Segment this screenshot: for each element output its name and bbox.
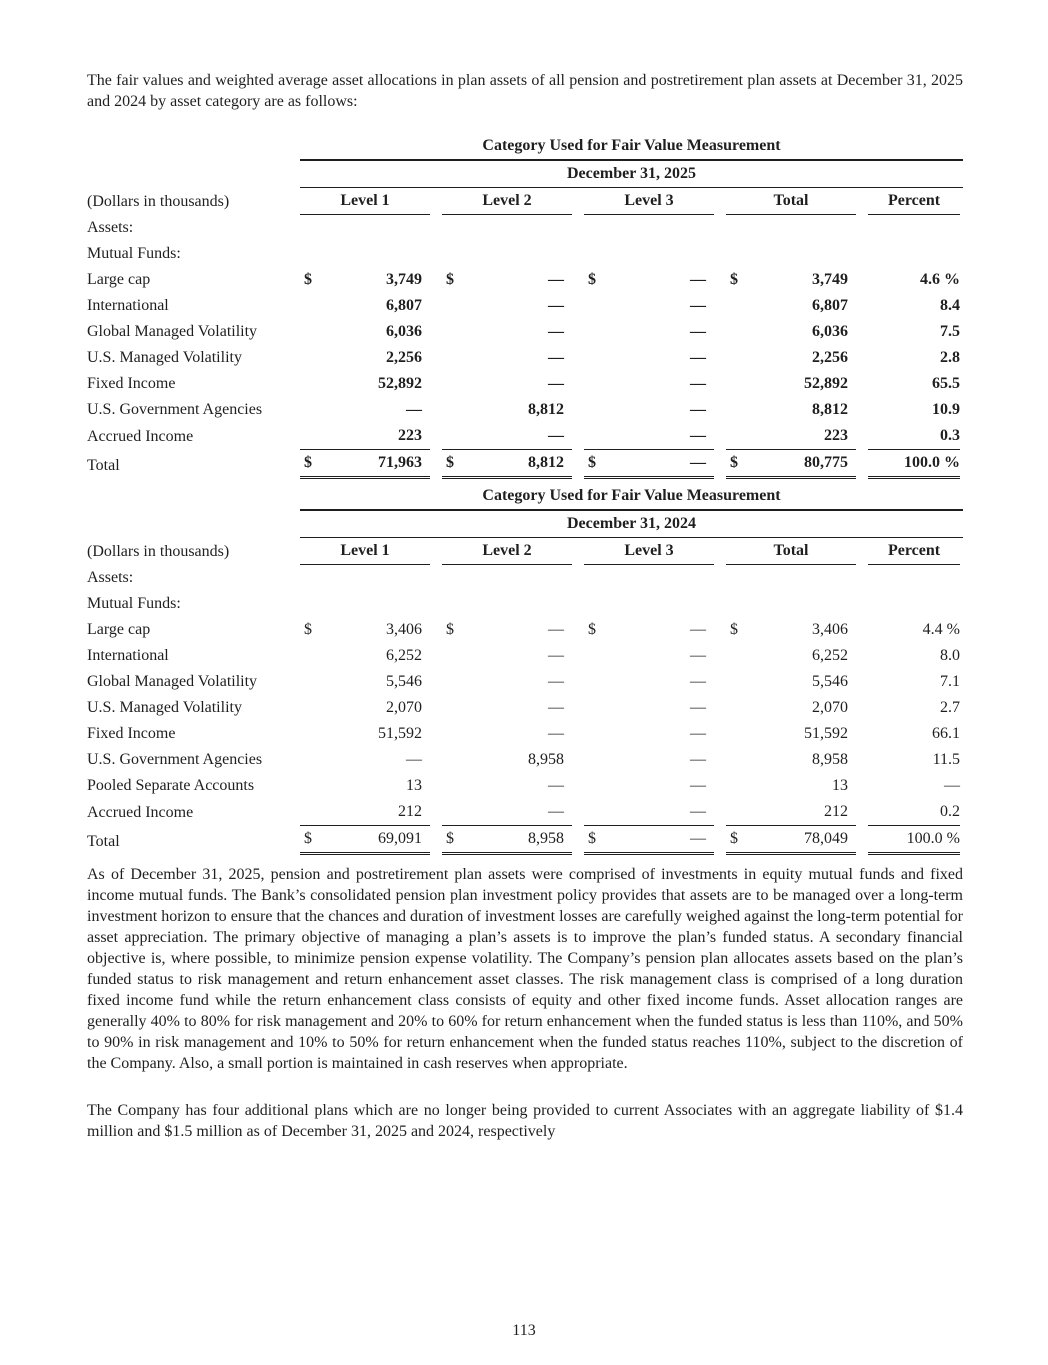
currency-symbol: [726, 319, 748, 345]
value-total: 3,406: [812, 621, 848, 638]
row-label: U.S. Managed Volatility: [87, 699, 242, 716]
value-total: 8,958: [812, 751, 848, 768]
section-label: Assets:: [87, 569, 134, 586]
table-row: [87, 267, 963, 293]
total-row: [87, 826, 963, 855]
table-heading: Category Used for Fair Value Measurement: [300, 133, 963, 161]
value-l3: —: [690, 401, 706, 418]
value-percent: —: [944, 777, 960, 794]
value-total: 51,592: [804, 725, 848, 742]
currency-symbol: [300, 695, 322, 721]
currency-symbol: [300, 669, 322, 695]
value-percent: 100.0 %: [868, 450, 960, 479]
value-percent: 66.1: [932, 725, 960, 742]
currency-symbol: [300, 747, 322, 773]
row-label: U.S. Government Agencies: [87, 401, 263, 418]
column-header: Percent: [868, 188, 960, 215]
value-l1: 6,252: [386, 647, 422, 664]
currency-symbol: [300, 345, 322, 371]
currency-symbol: [300, 799, 322, 826]
currency-symbol: [584, 397, 606, 423]
table-row: [87, 773, 963, 799]
value-l2: —: [548, 349, 564, 366]
row-label: Pooled Separate Accounts: [87, 777, 255, 794]
column-header: Level 1: [300, 188, 430, 215]
column-header: Total: [726, 188, 856, 215]
value-l1: 71,963: [322, 450, 430, 479]
value-l2: —: [548, 699, 564, 716]
currency-symbol: [442, 695, 464, 721]
total-row: [87, 450, 963, 479]
value-percent: 100.0 %: [868, 826, 960, 855]
value-l3: —: [690, 647, 706, 664]
row-label: Total: [87, 833, 120, 850]
value-l3: —: [606, 450, 714, 479]
value-l1: 223: [322, 423, 430, 450]
section-label: Mutual Funds:: [87, 595, 181, 612]
currency-symbol: [300, 293, 322, 319]
row-label: Global Managed Volatility: [87, 673, 258, 690]
currency-symbol: [726, 423, 748, 450]
row-label: Large cap: [87, 271, 151, 288]
currency-symbol: [584, 773, 606, 799]
currency-symbol: [442, 643, 464, 669]
currency-symbol: [300, 721, 322, 747]
currency-symbol: [442, 345, 464, 371]
value-l3: —: [690, 751, 706, 768]
row-label: U.S. Managed Volatility: [87, 349, 242, 366]
value-l2: 8,812: [464, 450, 572, 479]
value-total: 5,546: [812, 673, 848, 690]
value-l1: —: [406, 401, 422, 418]
value-total: 80,775: [748, 450, 856, 479]
value-l3: —: [690, 699, 706, 716]
currency-symbol: [442, 799, 464, 826]
currency-symbol: [442, 669, 464, 695]
column-header: Level 3: [584, 188, 714, 215]
table-row: [87, 345, 963, 371]
column-header: Level 2: [442, 538, 572, 565]
table-row: [87, 695, 963, 721]
value-l1: 13: [406, 777, 422, 794]
currency-symbol: [726, 371, 748, 397]
unit-label: (Dollars in thousands): [87, 543, 230, 560]
value-l1: 52,892: [378, 375, 422, 392]
column-header: Level 3: [584, 538, 714, 565]
table-row: [87, 721, 963, 747]
value-total: 52,892: [804, 375, 848, 392]
value-l3: —: [690, 673, 706, 690]
value-percent: 8.0: [940, 647, 960, 664]
table-row: [87, 371, 963, 397]
value-l2: —: [548, 297, 564, 314]
currency-symbol: [584, 721, 606, 747]
table-row: [87, 747, 963, 773]
currency-symbol: [584, 643, 606, 669]
value-l2: —: [548, 375, 564, 392]
currency-symbol: [584, 423, 606, 450]
value-total: 78,049: [748, 826, 856, 855]
value-l1: 212: [322, 799, 430, 826]
currency-symbol: [726, 397, 748, 423]
value-percent: 4.6 %: [920, 271, 960, 288]
currency-symbol: [726, 773, 748, 799]
value-total: 13: [832, 777, 848, 794]
value-l1: 3,406: [386, 621, 422, 638]
intro-paragraph: The fair values and weighted average asset allocations in plan assets of all pension and postretirement plan assets at December 31, 2025 and 2024 by asset category are as follows:: [87, 72, 963, 110]
section-label: Mutual Funds:: [87, 245, 181, 262]
table-row: [87, 293, 963, 319]
currency-symbol: [584, 345, 606, 371]
table-row: [87, 669, 963, 695]
value-l2: 8,958: [464, 826, 572, 855]
additional-plans-paragraph: The Company has four additional plans which are no longer being provided to current Associates with an aggregate liability of $1.4 million and $1.5 million as of December 31, 2025 and 2024, respectively: [87, 1102, 963, 1140]
value-l3: —: [690, 725, 706, 742]
row-label: Accrued Income: [87, 804, 194, 821]
currency-symbol: [442, 371, 464, 397]
section-label: Assets:: [87, 219, 134, 236]
currency-symbol: [726, 293, 748, 319]
currency-symbol: [300, 371, 322, 397]
value-total: 212: [748, 799, 856, 826]
currency-symbol: [726, 345, 748, 371]
value-l3: —: [690, 297, 706, 314]
value-l2: —: [548, 647, 564, 664]
table-row: [87, 799, 963, 826]
value-l1: 69,091: [322, 826, 430, 855]
currency-symbol: $: [726, 450, 748, 479]
currency-symbol: $: [730, 271, 738, 288]
currency-symbol: [442, 319, 464, 345]
value-l2: —: [548, 777, 564, 794]
table-date: December 31, 2025: [300, 161, 963, 188]
value-l3: —: [690, 349, 706, 366]
currency-symbol: [584, 293, 606, 319]
unit-label: (Dollars in thousands): [87, 193, 230, 210]
currency-symbol: $: [442, 826, 464, 855]
row-label: Fixed Income: [87, 375, 176, 392]
value-percent: 0.2: [868, 799, 960, 826]
value-total: 223: [748, 423, 856, 450]
currency-symbol: [300, 319, 322, 345]
value-total: 2,256: [812, 349, 848, 366]
value-l3: —: [690, 271, 706, 288]
currency-symbol: [442, 397, 464, 423]
value-l1: —: [406, 751, 422, 768]
value-percent: 2.8: [940, 349, 960, 366]
currency-symbol: $: [588, 621, 596, 638]
value-l1: 3,749: [386, 271, 422, 288]
currency-symbol: [442, 423, 464, 450]
value-l1: 2,256: [386, 349, 422, 366]
value-l3: —: [690, 375, 706, 392]
value-l3: —: [690, 621, 706, 638]
currency-symbol: $: [300, 826, 322, 855]
value-percent: 2.7: [940, 699, 960, 716]
row-label: Fixed Income: [87, 725, 176, 742]
fair-value-table-2025: [87, 133, 963, 479]
currency-symbol: $: [588, 271, 596, 288]
currency-symbol: $: [446, 271, 454, 288]
table-row: [87, 617, 963, 643]
currency-symbol: [726, 669, 748, 695]
value-l2: —: [548, 725, 564, 742]
currency-symbol: $: [300, 450, 322, 479]
value-l2: —: [548, 621, 564, 638]
value-l2: —: [548, 323, 564, 340]
value-total: 6,252: [812, 647, 848, 664]
row-label: Total: [87, 457, 120, 474]
currency-symbol: [442, 747, 464, 773]
value-l1: 6,036: [386, 323, 422, 340]
row-label: International: [87, 647, 169, 664]
currency-symbol: [584, 695, 606, 721]
currency-symbol: $: [730, 621, 738, 638]
value-percent: 10.9: [932, 401, 960, 418]
currency-symbol: $: [584, 826, 606, 855]
currency-symbol: [442, 773, 464, 799]
currency-symbol: $: [446, 621, 454, 638]
column-header: Level 1: [300, 538, 430, 565]
row-label: Accrued Income: [87, 428, 194, 445]
value-total: 6,807: [812, 297, 848, 314]
table-row: [87, 423, 963, 450]
value-percent: 7.1: [940, 673, 960, 690]
currency-symbol: [442, 293, 464, 319]
table-row: [87, 643, 963, 669]
currency-symbol: [584, 371, 606, 397]
value-l3: —: [606, 423, 714, 450]
currency-symbol: [300, 397, 322, 423]
currency-symbol: $: [304, 621, 312, 638]
currency-symbol: [300, 773, 322, 799]
currency-symbol: [726, 643, 748, 669]
row-label: Large cap: [87, 621, 151, 638]
currency-symbol: [584, 319, 606, 345]
column-header: Level 2: [442, 188, 572, 215]
value-l3: —: [690, 777, 706, 794]
value-l3: —: [606, 799, 714, 826]
currency-symbol: [584, 799, 606, 826]
value-l3: —: [606, 826, 714, 855]
value-percent: 8.4: [940, 297, 960, 314]
value-l2: —: [548, 271, 564, 288]
value-l1: 51,592: [378, 725, 422, 742]
value-percent: 0.3: [868, 423, 960, 450]
value-total: 2,070: [812, 699, 848, 716]
value-l2: 8,958: [528, 751, 564, 768]
currency-symbol: [726, 721, 748, 747]
fair-value-table-2024: [87, 483, 963, 855]
value-total: 3,749: [812, 271, 848, 288]
value-percent: 65.5: [932, 375, 960, 392]
currency-symbol: [300, 643, 322, 669]
table-row: [87, 319, 963, 345]
value-percent: 11.5: [932, 751, 960, 768]
investment-policy-paragraph: As of December 31, 2025, pension and postretirement plan assets were comprised of investments in equity mutual funds and fixed income mutual funds. The Bank’s consolidated pension plan investment policy provides that assets are to be managed over a long-term investment horizon to ensure that the chances and duration of investment losses are carefully weighed against the long-term potential for asset appreciation. The primary objective of managing a plan’s assets is to improve the plan’s funded status. A secondary financial objective is, where possible, to minimize pension expense volatility. The Company’s pension plan allocates assets based on the plan’s funded status to risk management and return enhancement asset classes. The risk management class is comprised of a long duration fixed income fund while the return enhancement class consists of equity and other fixed income funds. Asset allocation ranges are generally 40% to 80% for risk management and 20% to 60% for return enhancement when the funded status is less than 110%, and 50% to 90% in risk management and 10% to 50% for return enhancement when the funded status reaches 110%, subject to the discretion of the Company. Also, a small portion is maintained in cash reserves when appropriate.: [87, 866, 963, 1072]
currency-symbol: [584, 747, 606, 773]
table-date: December 31, 2024: [300, 511, 963, 538]
value-l2: —: [464, 423, 572, 450]
value-l2: —: [548, 673, 564, 690]
value-l3: —: [690, 323, 706, 340]
currency-symbol: [726, 799, 748, 826]
value-percent: 7.5: [940, 323, 960, 340]
value-l2: 8,812: [528, 401, 564, 418]
value-l1: 2,070: [386, 699, 422, 716]
currency-symbol: [584, 669, 606, 695]
currency-symbol: [442, 721, 464, 747]
value-total: 8,812: [812, 401, 848, 418]
table-heading: Category Used for Fair Value Measurement: [300, 483, 963, 511]
table-row: [87, 397, 963, 423]
currency-symbol: $: [726, 826, 748, 855]
currency-symbol: $: [304, 271, 312, 288]
currency-symbol: $: [584, 450, 606, 479]
row-label: International: [87, 297, 169, 314]
currency-symbol: $: [442, 450, 464, 479]
currency-symbol: [726, 695, 748, 721]
column-header: Percent: [868, 538, 960, 565]
value-l1: 6,807: [386, 297, 422, 314]
value-total: 6,036: [812, 323, 848, 340]
value-percent: 4.4 %: [922, 621, 960, 638]
currency-symbol: [300, 423, 322, 450]
page-number: 113: [512, 1322, 536, 1339]
value-l2: —: [464, 799, 572, 826]
row-label: Global Managed Volatility: [87, 323, 258, 340]
column-header: Total: [726, 538, 856, 565]
value-l1: 5,546: [386, 673, 422, 690]
currency-symbol: [726, 747, 748, 773]
row-label: U.S. Government Agencies: [87, 751, 263, 768]
